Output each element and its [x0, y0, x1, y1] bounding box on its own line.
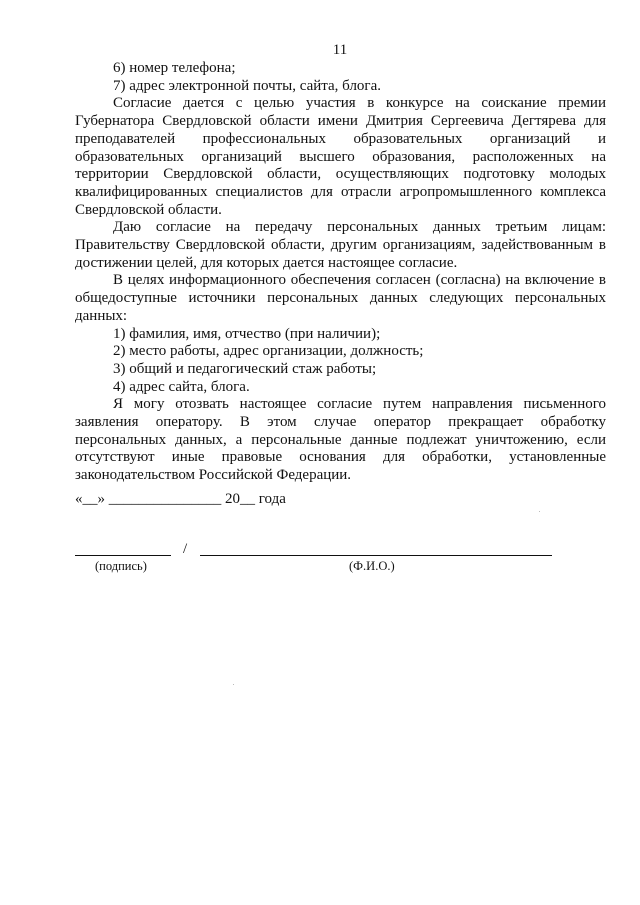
paragraph-third-party-transfer: Даю согласие на передачу персональных данных третьим лицам: Правительству Свердловской области, другим организациям, задействованным в достижении целей, для которых дается настоящее согласие.: [75, 219, 606, 271]
list-item-workplace: 2) место работы, адрес организации, должность;: [113, 343, 424, 360]
scan-speck: [539, 511, 540, 512]
scan-speck: [233, 684, 234, 685]
page-number: 11: [332, 42, 348, 58]
signature-caption: (подпись): [95, 559, 147, 573]
paragraph-public-sources: В целях информационного обеспечения согласен (согласна) на включение в общедоступные источники персональных данных следующих персональных данных:: [75, 272, 606, 324]
paragraph-revocation: Я могу отозвать настоящее согласие путем направления письменного заявления оператору. В этом случае оператор прекращает обработку персональных данных, а персональные данные подлежат уничтожению, если отсутствуют иные правовые основания для обработки, установленные законодательством Российской Федерации.: [75, 396, 606, 484]
signature-line: [75, 555, 171, 556]
full-name-caption: (Ф.И.О.): [349, 559, 395, 573]
signature-row: [75, 541, 555, 561]
paragraph-consent-purpose: Согласие дается с целью участия в конкурсе на соискание премии Губернатора Свердловской области имени Дмитрия Сергеевича Дегтярева для преподавателей профессиональных образовательных организаций и образовательных организаций высшего образования, расположенных на территории Свердловской области, осуществляющих подготовку молодых квалифицированных специалистов для отрасли агропромышленного комплекса Свердловской области.: [75, 95, 606, 218]
signature-separator: /: [183, 541, 188, 557]
list-item-full-name: 1) фамилия, имя, отчество (при наличии);: [113, 325, 381, 342]
list-item-experience: 3) общий и педагогический стаж работы;: [113, 360, 377, 377]
date-field: «__» _______________ 20__ года: [75, 491, 286, 507]
list-item-phone: 6) номер телефона;: [113, 60, 236, 76]
list-item-website: 4) адрес сайта, блога.: [113, 378, 250, 395]
list-item-email: 7) адрес электронной почты, сайта, блога.: [113, 77, 381, 94]
full-name-line: [200, 555, 552, 556]
consent-body: [75, 60, 606, 485]
